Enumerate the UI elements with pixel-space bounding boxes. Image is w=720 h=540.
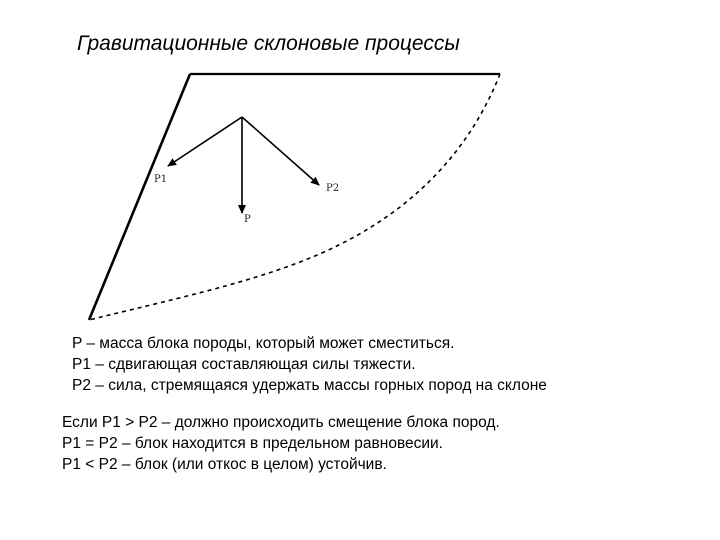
legend-line-p: P – масса блока породы, который может сместиться. <box>72 335 455 352</box>
sliding-surface-dashed <box>89 74 500 320</box>
stability-conditions <box>62 412 500 475</box>
legend-block <box>72 333 547 396</box>
legend-line-p2: P2 – сила, стремящаяся удержать массы горных пород на склоне <box>72 377 547 394</box>
condition-stable: P1 < P2 – блок (или откос в целом) устойчив. <box>62 456 387 473</box>
slope-surface-line <box>89 74 190 320</box>
condition-sliding: Если P1 > P2 – должно происходить смещение блока пород. <box>62 414 500 431</box>
force-p2-arrow <box>242 117 319 185</box>
legend-line-p1: P1 – сдвигающая составляющая силы тяжести. <box>72 356 416 373</box>
label-p2: P2 <box>326 183 340 194</box>
condition-equilibrium: P1 = P2 – блок находится в предельном равновесии. <box>62 435 443 452</box>
label-p1: P1 <box>154 174 168 185</box>
label-p: P <box>244 214 251 225</box>
force-p1-arrow <box>168 117 242 166</box>
slide-title: Гравитационные склоновые процессы <box>77 32 460 55</box>
